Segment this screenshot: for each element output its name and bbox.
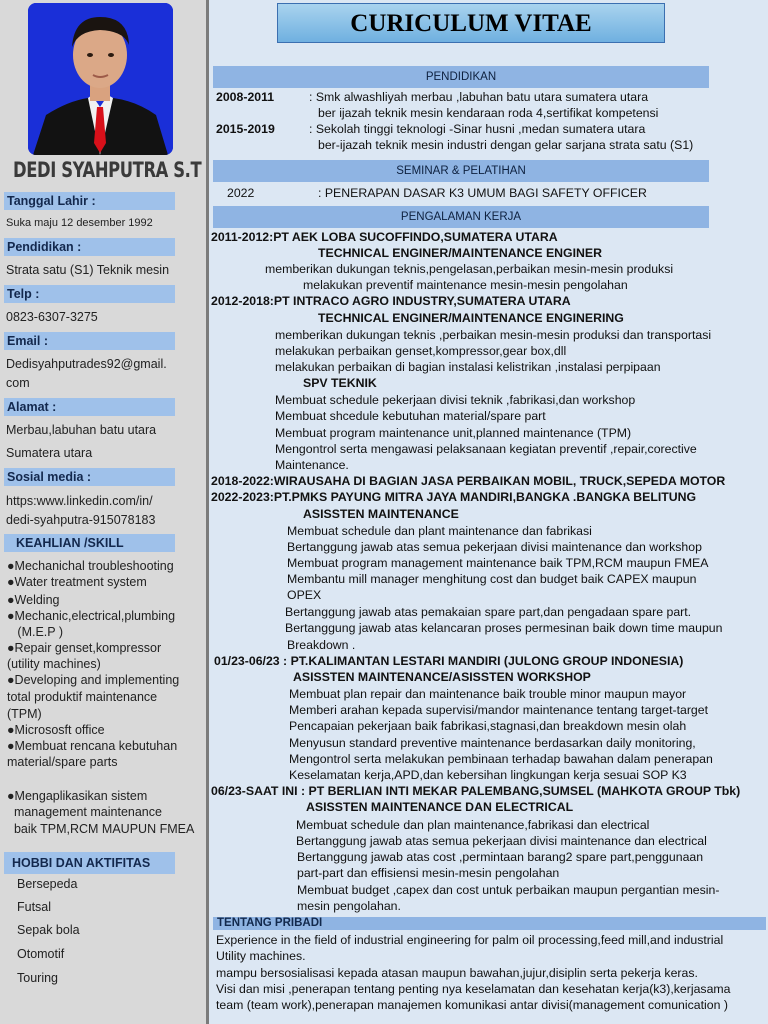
- about-line: mampu bersosialisasi kepada atasan maupun bawahan,jujur,disiplin serta pekerja keras.: [216, 966, 698, 980]
- skill-item: ●Membuat rencana kebutuhan: [7, 739, 178, 753]
- address-value-line1: Merbau,labuhan batu utara: [6, 423, 157, 437]
- skill-item: (utility machines): [7, 657, 101, 671]
- experience-duty: melakukan preventif maintenance mesin-mesin pengolahan: [303, 278, 628, 292]
- experience-role: ASISSTEN MAINTENANCE: [303, 507, 459, 521]
- experience-duty: Menyusun standard preventive maintenance berdasarkan daily monitoring,: [289, 736, 696, 750]
- experience-company: 2022-2023:PT.PMKS PAYUNG MITRA JAYA MANDIRI,BANGKA .BANGKA BELITUNG: [211, 490, 697, 504]
- experience-role: SPV TEKNIK: [303, 376, 377, 390]
- experience-duty: Bertanggung jawab atas semua pekerjaan divisi maintenance dan electrical: [296, 834, 707, 848]
- about-line: team (team work),penerapan manajemen komunikasi antar divisi(management comunication ): [216, 998, 728, 1012]
- experience-role: ASISSTEN MAINTENANCE DAN ELECTRICAL: [306, 800, 574, 814]
- experience-section-header: PENGALAMAN KERJA: [213, 206, 709, 228]
- profile-photo: [28, 3, 173, 155]
- experience-duty: Bertanggung jawab atas cost ,permintaan barang2 spare part,penggunaan: [297, 850, 704, 864]
- experience-duty: OPEX: [287, 588, 322, 602]
- experience-company: 06/23-SAAT INI : PT BERLIAN INTI MEKAR PALEMBANG,SUMSEL (MAHKOTA GROUP Tbk): [211, 784, 741, 798]
- skill-item: ●Developing and implementing: [7, 673, 180, 687]
- email-value-line2[interactable]: com: [6, 376, 30, 390]
- skill-item: ●Welding: [7, 593, 60, 607]
- experience-duty: Membuat schedule dan plan maintenance,fabrikasi dan electrical: [296, 818, 650, 832]
- skill-item: baik TPM,RCM MAUPUN FMEA: [7, 822, 195, 836]
- experience-duty: Membuat program maintenance unit,planned maintenance (TPM): [275, 426, 632, 440]
- experience-duty: Bertanggung jawab atas semua pekerjaan divisi maintenance dan workshop: [287, 540, 702, 554]
- experience-company: 2012-2018:PT INTRACO AGRO INDUSTRY,SUMATERA UTARA: [211, 294, 571, 308]
- experience-duty: Bertanggung jawab atas kelancaran proses permesinan baik down time maupun: [285, 621, 723, 635]
- birth-date-value: Suka maju 12 desember 1992: [6, 217, 153, 229]
- experience-duty: Mengontrol serta melakukan pembinaan terhadap bawahan dalam penerapan: [289, 752, 713, 766]
- education-year: 2008-2011: [216, 90, 275, 104]
- experience-duty: Bertanggung jawab atas pemakaian spare part,dan pengadaan spare part.: [285, 605, 692, 619]
- experience-duty: Mengontrol serta mengawasi pelaksanaan kegiatan preventif ,repair,corective: [275, 442, 697, 456]
- experience-duty: melakukan perbaikan di bagian instalasi kelistrikan ,instalasi perpipaan: [275, 360, 661, 374]
- skill-item: ●Mechanic,electrical,plumbing: [7, 609, 176, 623]
- education-section-header: PENDIDIKAN: [213, 66, 709, 88]
- education-label: Pendidikan :: [4, 238, 175, 256]
- experience-role: ASISSTEN MAINTENANCE/ASISSTEN WORKSHOP: [293, 670, 591, 684]
- experience-duty: Membuat schedule pekerjaan divisi teknik ,fabrikasi,dan workshop: [275, 393, 636, 407]
- skill-item: total produktif maintenance: [7, 690, 158, 704]
- phone-label: Telp :: [4, 285, 175, 303]
- about-line: Experience in the field of industrial engineering for palm oil processing,feed mill,and industrial: [216, 933, 724, 947]
- portrait-image: [28, 3, 173, 155]
- skill-item: (M.E.P ): [7, 625, 64, 639]
- about-line: Utility machines.: [216, 949, 306, 963]
- hobby-item: Futsal: [17, 900, 52, 914]
- experience-company: 2018-2022:WIRAUSAHA DI BAGIAN JASA PERBAIKAN MOBIL, TRUCK,SEPEDA MOTOR: [211, 474, 726, 488]
- skill-item: (TPM): [7, 707, 42, 721]
- about-line: Visi dan misi ,penerapan tentang penting nya keselamatan dan kesehatan kerja(k3),kerjasama: [216, 982, 731, 996]
- skill-item: material/spare parts: [7, 755, 118, 769]
- experience-duty: Maintenance.: [275, 458, 349, 472]
- education-line: ber ijazah teknik mesin kendaraan roda 4,sertifikat kompetensi: [318, 106, 659, 120]
- address-value-line2: Sumatera utara: [6, 446, 93, 460]
- hobby-item: Sepak bola: [17, 923, 80, 937]
- experience-company: 01/23-06/23 : PT.KALIMANTAN LESTARI MANDIRI (JULONG GROUP INDONESIA): [214, 654, 684, 668]
- education-line: : Sekolah tinggi teknologi -Sinar husni ,medan sumatera utara: [309, 122, 646, 136]
- hobbies-heading: HOBBI DAN AKTIFITAS: [4, 852, 175, 874]
- skill-item: ●Mengaplikasikan sistem: [7, 789, 148, 803]
- email-value-line1[interactable]: Dedisyahputrades92@gmail.: [6, 357, 167, 371]
- skills-heading: KEAHLIAN /SKILL: [4, 534, 175, 552]
- seminar-year: 2022: [227, 186, 255, 200]
- skill-item: management maintenance: [7, 805, 162, 819]
- birth-date-label: Tanggal Lahir :: [4, 192, 175, 210]
- experience-duty: Membuat plan repair dan maintenance baik trouble minor maupun mayor: [289, 687, 687, 701]
- experience-duty: Pencapaian pekerjaan baik fabrikasi,stagnasi,dan breakdown mesin olah: [289, 719, 687, 733]
- experience-role: TECHNICAL ENGINER/MAINTENANCE ENGINER: [318, 246, 602, 260]
- skill-item: ●Micrososft office: [7, 723, 105, 737]
- experience-duty: Memberi arahan kepada supervisi/mandor maintenance tentang target-target: [289, 703, 709, 717]
- email-label: Email :: [4, 332, 175, 350]
- experience-duty: memberikan dukungan teknis,pengelasan,perbaikan mesin-mesin produksi: [265, 262, 674, 276]
- about-section-header: TENTANG PRIBADI: [213, 917, 766, 930]
- skill-item: ●Repair genset,kompressor: [7, 641, 162, 655]
- skill-item: ●Mechanichal troubleshooting: [7, 559, 174, 573]
- experience-duty: Membuat shcedule kebutuhan material/spare part: [275, 409, 546, 423]
- experience-duty: Membantu mill manager menghitung cost dan budget baik CAPEX maupun: [287, 572, 697, 586]
- education-year: 2015-2019: [216, 122, 275, 136]
- phone-value: 0823-6307-3275: [6, 310, 98, 324]
- page-title: CURICULUM VITAE: [277, 3, 665, 43]
- experience-role: TECHNICAL ENGINER/MAINTENANCE ENGINERING: [318, 311, 624, 325]
- experience-duty: Membuat budget ,capex dan cost untuk perbaikan maupun pergantian mesin-: [297, 883, 720, 897]
- education-line: ber-ijazah teknik mesin industri dengan gelar sarjana strata satu (S1): [318, 138, 694, 152]
- hobby-item: Otomotif: [17, 947, 65, 961]
- address-label: Alamat :: [4, 398, 175, 416]
- experience-duty: part-part dan effisiensi mesin-mesin pengolahan: [297, 866, 560, 880]
- experience-duty: Breakdown .: [287, 638, 356, 652]
- experience-duty: mesin pengolahan.: [297, 899, 401, 913]
- social-link-line2[interactable]: dedi-syahputra-915078183: [6, 513, 156, 527]
- seminar-section-header: SEMINAR & PELATIHAN: [213, 160, 709, 182]
- experience-duty: memberikan dukungan teknis ,perbaikan mesin-mesin produksi dan transportasi: [275, 328, 712, 342]
- experience-company: 2011-2012:PT AEK LOBA SUCOFFINDO,SUMATERA UTARA: [211, 230, 558, 244]
- social-media-label: Sosial media :: [4, 468, 175, 486]
- experience-duty: melakukan perbaikan genset,kompressor,gear box,dll: [275, 344, 567, 358]
- hobby-item: Bersepeda: [17, 877, 78, 891]
- seminar-line: : PENERAPAN DASAR K3 UMUM BAGI SAFETY OFFICER: [318, 186, 647, 200]
- experience-duty: Membuat program management maintenance baik TPM,RCM maupun FMEA: [287, 556, 709, 570]
- experience-duty: Keselamatan kerja,APD,dan kebersihan lingkungan kerja sesuai SOP K3: [289, 768, 687, 782]
- skill-item: ●Water treatment system: [7, 575, 147, 589]
- candidate-name: DEDI SYAHPUTRA S.T: [13, 158, 202, 182]
- education-line: : Smk alwashliyah merbau ,labuhan batu utara sumatera utara: [309, 90, 649, 104]
- social-link-line1[interactable]: https:www.linkedin.com/in/: [6, 494, 153, 508]
- experience-duty: Membuat schedule dan plant maintenance dan fabrikasi: [287, 524, 592, 538]
- hobby-item: Touring: [17, 971, 58, 985]
- education-value: Strata satu (S1) Teknik mesin: [6, 263, 170, 277]
